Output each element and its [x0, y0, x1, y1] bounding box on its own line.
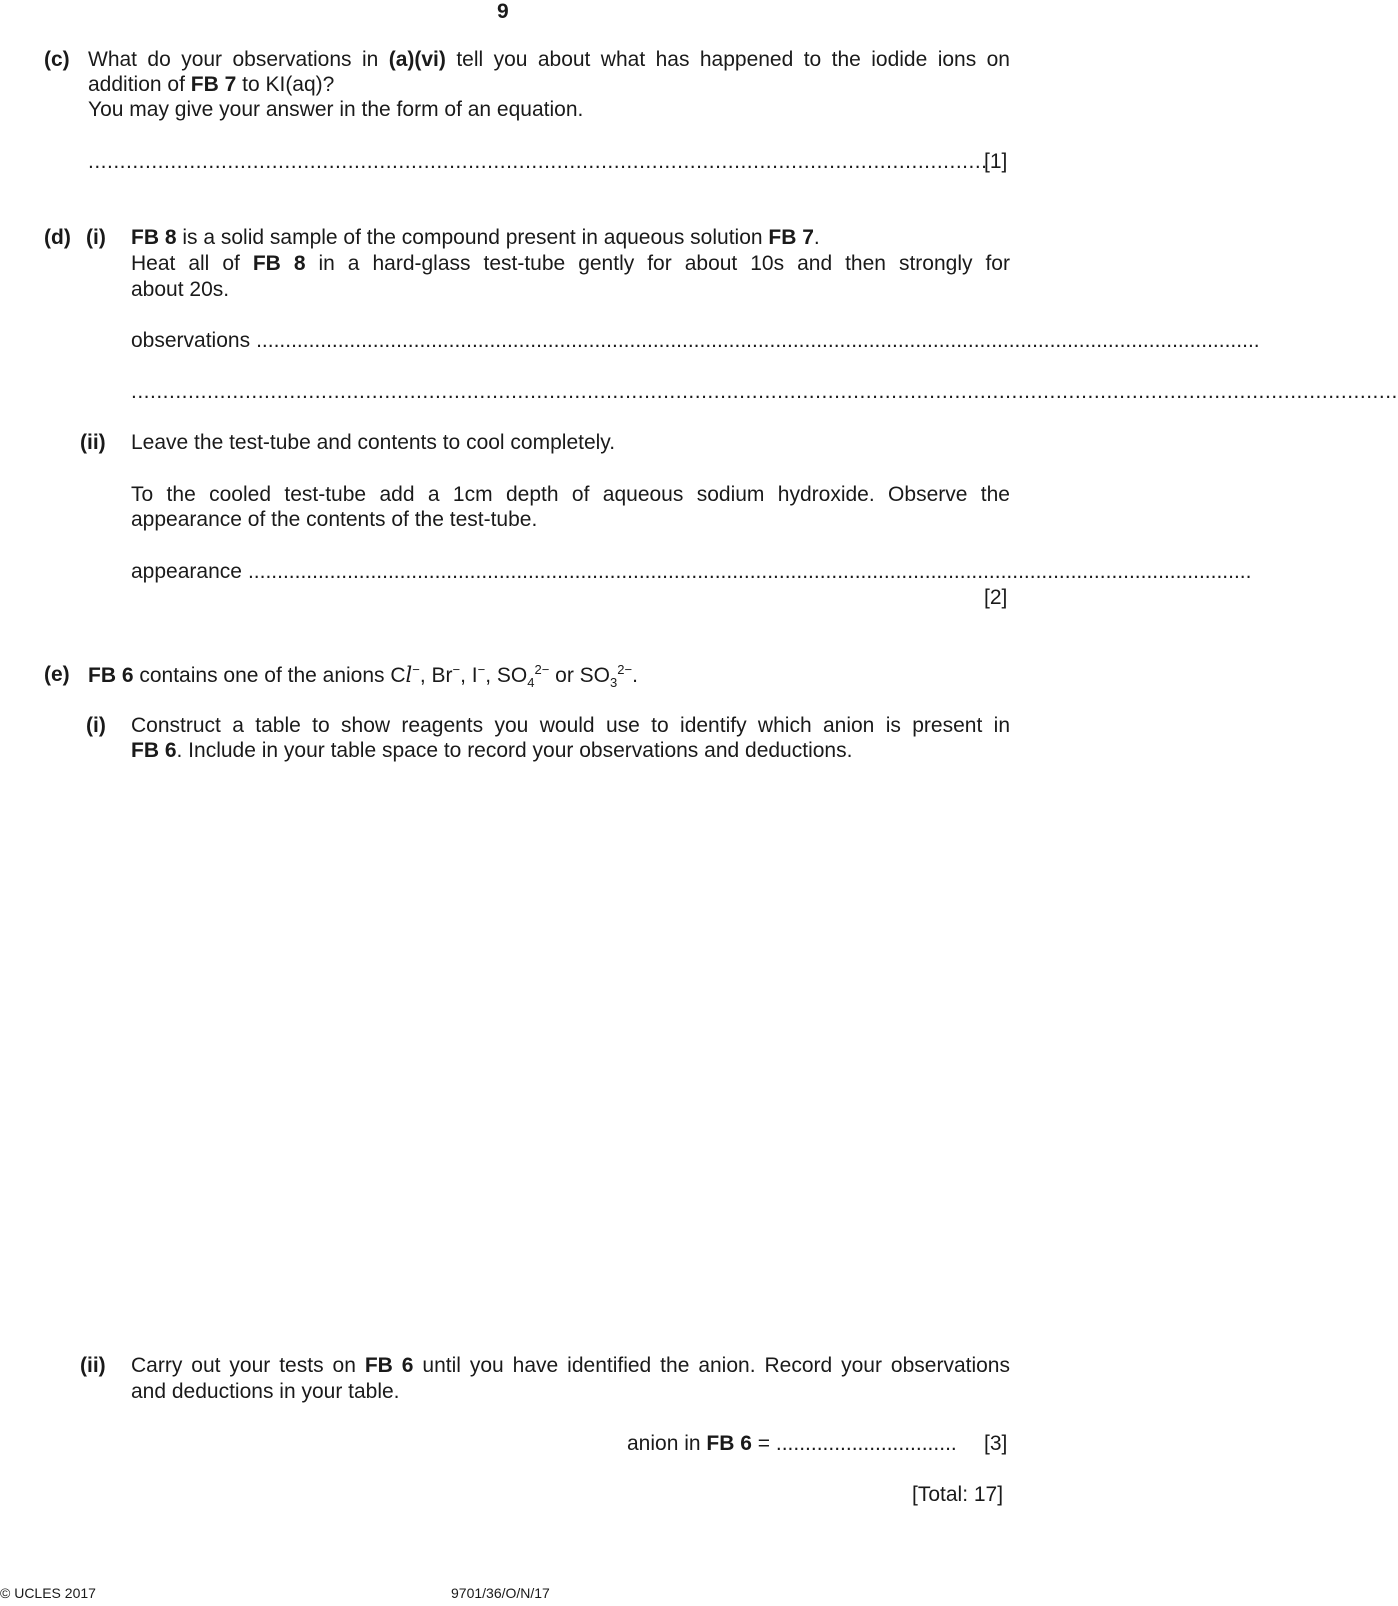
- part-c-line1: What do your observations in (a)(vi) tell you about what has happened to the iodide ions on: [88, 48, 1010, 71]
- part-e-intro: FB 6 contains one of the anions Cl−, Br−, I−, $SO_4^{2-}$ or $SO_3^{2-}$.: [88, 662, 638, 691]
- appearance-answer-line: ............................................................................................................................................................................: [247, 560, 1252, 583]
- part-d-ii-line2: To the cooled test-tube add a 1cm depth of aqueous sodium hydroxide. Observe the: [131, 483, 1010, 506]
- part-d-ii-line3: appearance of the contents of the test-tube.: [131, 508, 538, 531]
- part-e-marks: [3]: [984, 1432, 1008, 1455]
- part-c-marks: [1]: [984, 150, 1008, 173]
- appearance-line: [131, 559, 1252, 585]
- appearance-label: appearance: [131, 560, 242, 583]
- part-e-ii-line2: and deductions in your table.: [131, 1380, 400, 1403]
- total-marks: [Total: 17]: [912, 1483, 1004, 1506]
- part-e-ii-label: (ii): [80, 1354, 106, 1377]
- part-d-ii-line1: Leave the test-tube and contents to cool completely.: [131, 431, 616, 454]
- part-e-label: (e): [44, 663, 70, 686]
- part-e-i-label: (i): [86, 714, 106, 737]
- part-c-label: (c): [44, 48, 70, 71]
- observations-answer-line-2: ........................................................................................................................................................................................................: [131, 380, 1398, 403]
- part-c-line3: You may give your answer in the form of an equation.: [88, 98, 584, 121]
- part-e-i-line2: FB 6. Include in your table space to record your observations and deductions.: [131, 739, 853, 762]
- part-c-answer-line: ..............................................................................................................................................: [88, 150, 988, 173]
- part-d-marks: [2]: [984, 586, 1008, 609]
- part-d-i-label: (i): [86, 226, 106, 249]
- table-answer-space[interactable]: [131, 780, 1010, 1340]
- footer-copyright: © UCLES 2017: [0, 1585, 96, 1601]
- page-number: 9: [497, 0, 509, 23]
- anion-answer-line: anion in FB 6 = ...............................: [627, 1432, 957, 1455]
- part-d-label: (d): [44, 226, 71, 249]
- part-d-ii-label: (ii): [80, 431, 106, 454]
- part-e-i-line1: Construct a table to show reagents you would use to identify which anion is present in: [131, 714, 1010, 737]
- observations-line: [131, 328, 1260, 354]
- observations-answer-line: ............................................................................................................................................................................: [256, 329, 1260, 352]
- observations-label: observations: [131, 329, 251, 352]
- part-c-line2: addition of FB 7 to KI(aq)?: [88, 73, 335, 96]
- part-d-i-line2: Heat all of FB 8 in a hard-glass test-tube gently for about 10s and then strongly for: [131, 252, 1010, 275]
- footer-code: 9701/36/O/N/17: [451, 1585, 550, 1601]
- part-d-i-line1: FB 8 is a solid sample of the compound present in aqueous solution FB 7.: [131, 226, 820, 249]
- part-e-ii-line1: Carry out your tests on FB 6 until you have identified the anion. Record your observations: [131, 1354, 1010, 1377]
- part-d-i-line3: about 20s.: [131, 278, 230, 301]
